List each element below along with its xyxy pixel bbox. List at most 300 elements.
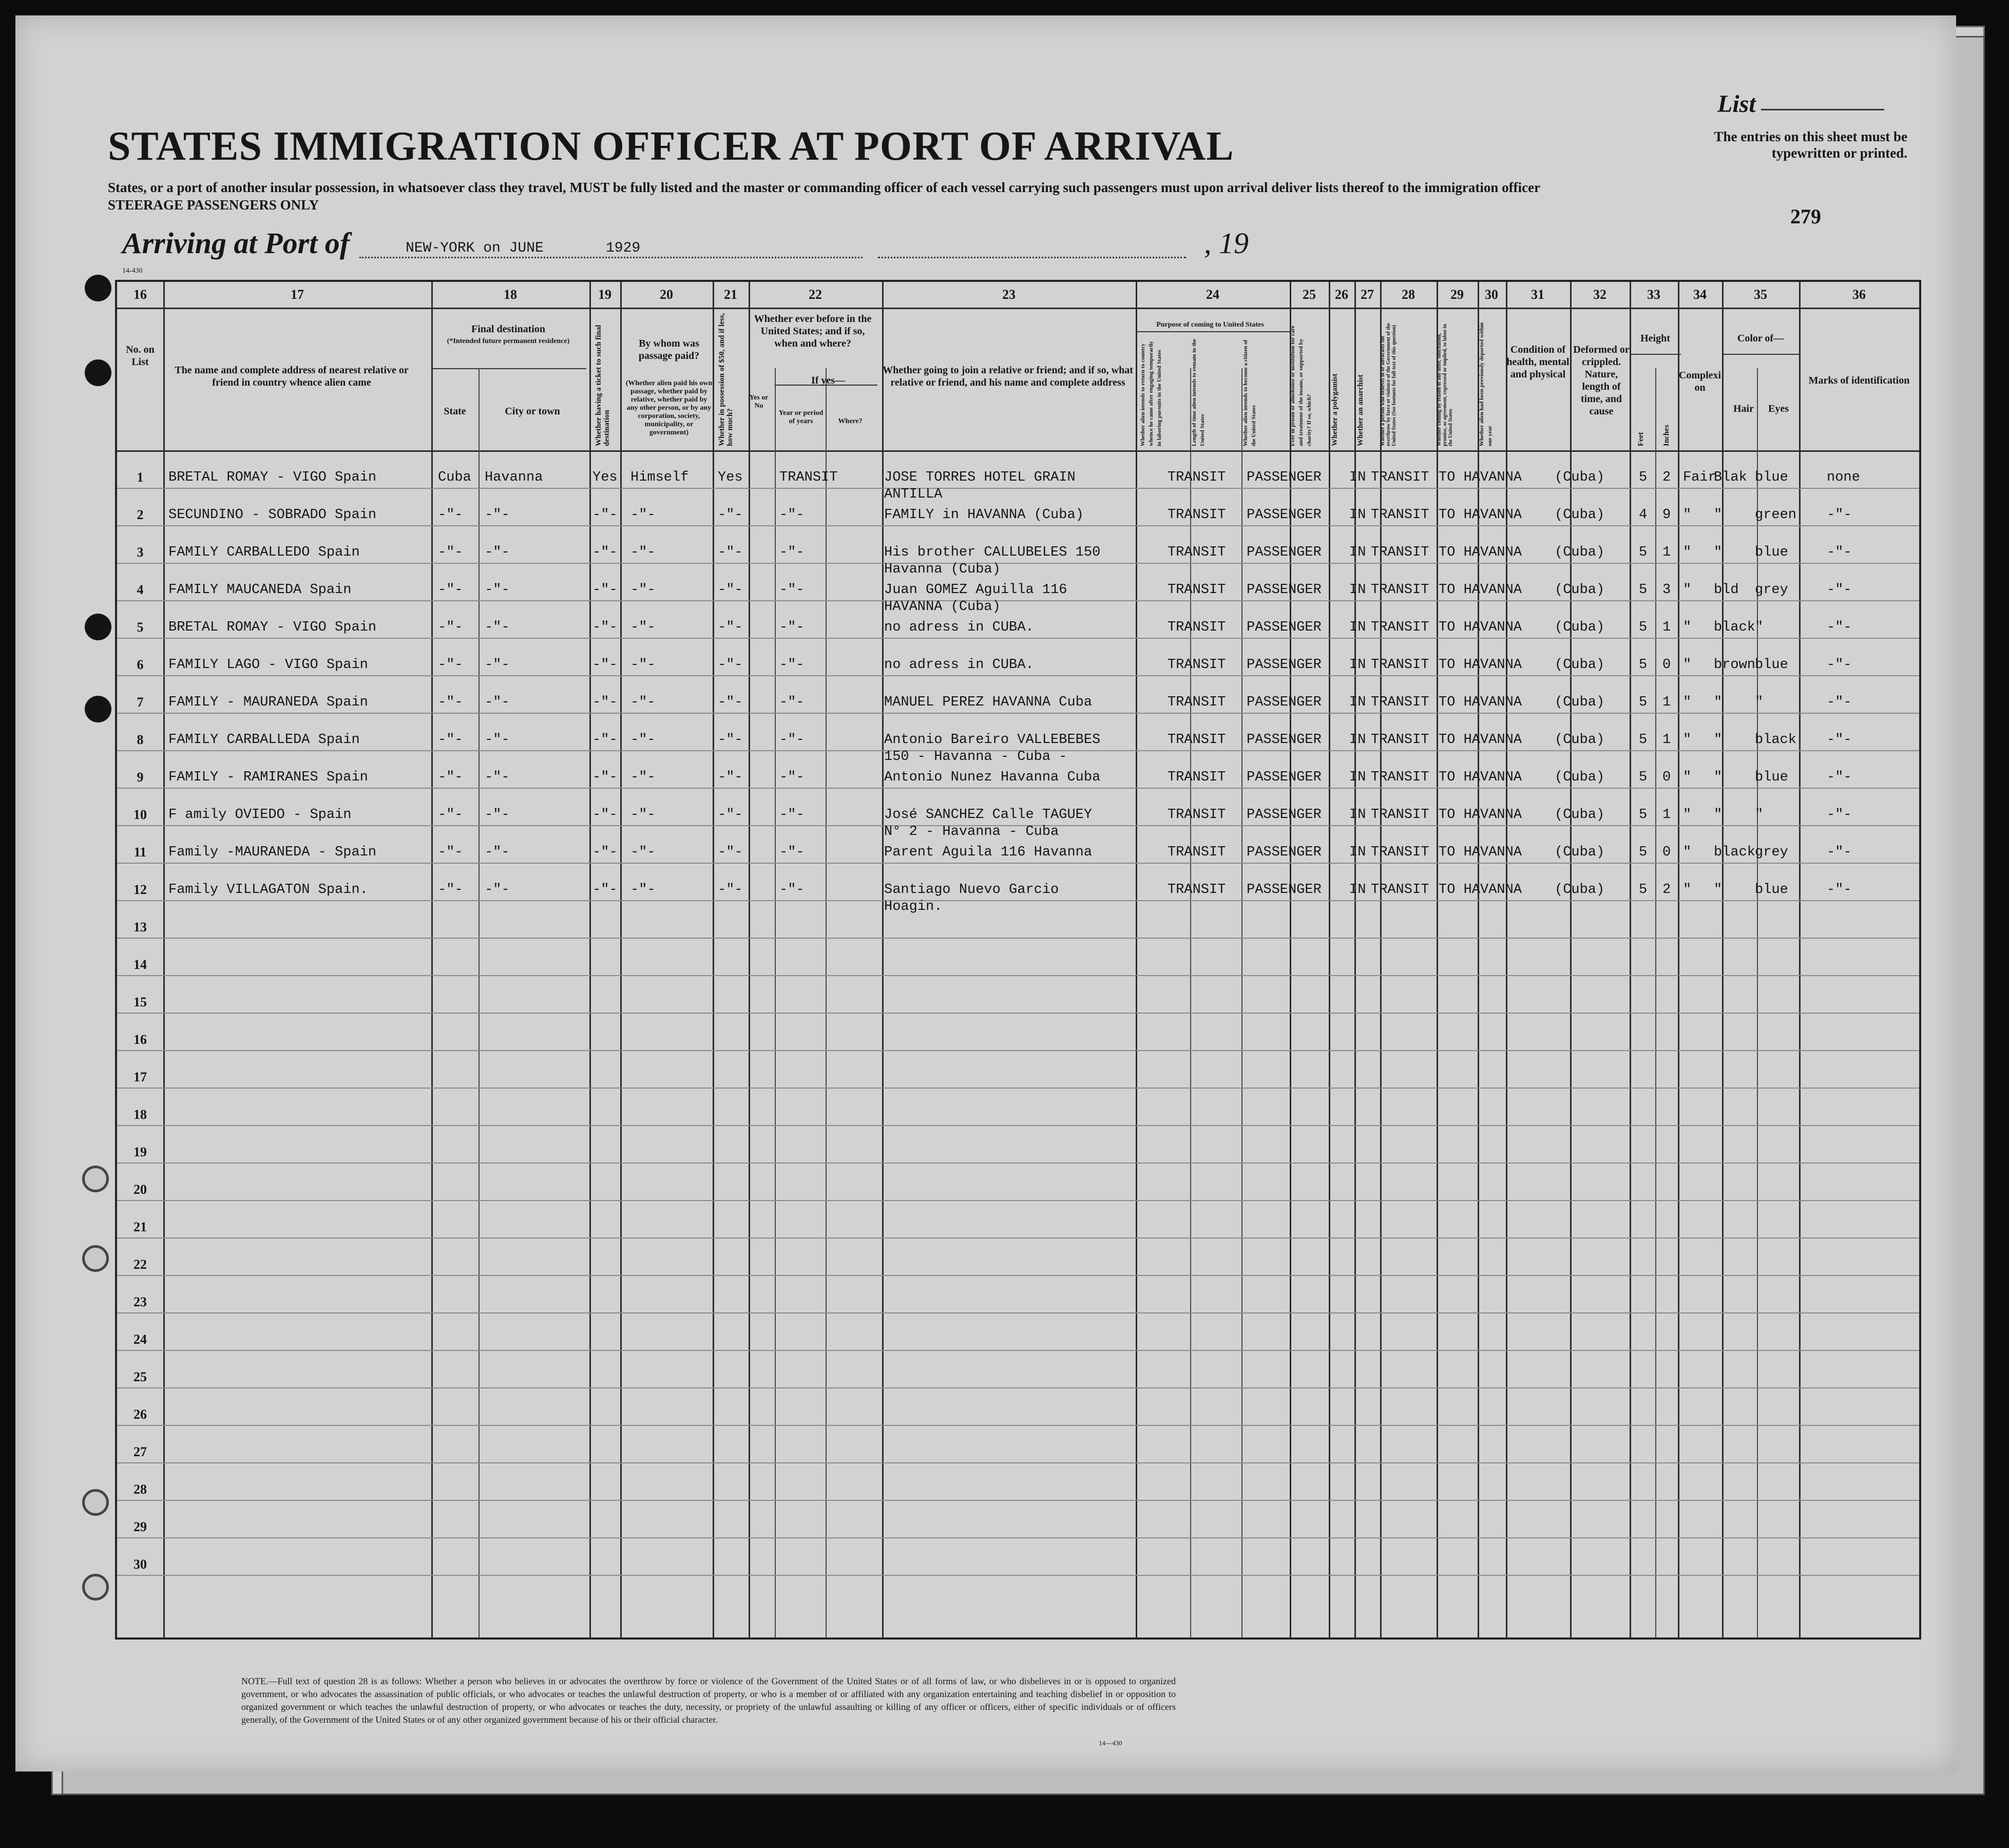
purpose-cell: TRANSIT <box>1168 882 1226 898</box>
join-cell: JOSE TORRES HOTEL GRAIN <box>884 470 1076 485</box>
row-number: 2 <box>137 507 144 522</box>
row-number: 7 <box>137 695 144 710</box>
eyes-cell: grey <box>1755 582 1788 598</box>
col-19-header: Whether having a ticket to such final destination <box>595 325 611 446</box>
join-cell: José SANCHEZ Calle TAGUEY <box>884 807 1093 823</box>
binder-hole <box>82 1245 109 1272</box>
marks-cell: -"- <box>1827 807 1852 823</box>
transit-cell: (Cuba) <box>1555 470 1605 485</box>
sheet-number: 279 <box>1790 205 1821 228</box>
paid-cell: -"- <box>630 695 656 710</box>
column-rule <box>589 282 591 1637</box>
col-24b-header: Length of time alien intends to remain in the United States <box>1191 339 1206 446</box>
row-rule <box>117 1350 1919 1351</box>
purpose-cell: PASSENGER <box>1247 507 1322 523</box>
complexion-cell: " <box>1683 657 1692 673</box>
city-cell: -"- <box>485 507 510 523</box>
ticket-cell: -"- <box>592 582 618 598</box>
col-33-feet: Feet <box>1637 432 1645 446</box>
row-rule <box>117 638 1919 639</box>
passenger-class: STEERAGE PASSENGERS ONLY <box>108 197 319 213</box>
column-number: 21 <box>724 287 737 302</box>
purpose-cell: TRANSIT <box>1168 770 1226 785</box>
before-cell: -"- <box>779 507 805 523</box>
row-rule <box>117 1237 1919 1239</box>
col-23-header: Whether going to join a relative or friend; and if so, what relative or friend, and his name and complete address <box>883 365 1133 388</box>
col-33-header: Height <box>1640 333 1670 344</box>
binder-hole <box>85 359 111 386</box>
transit-cell: TRANSIT <box>1371 845 1429 860</box>
column-number: 22 <box>809 287 822 302</box>
col-24a-header: Whether alien intends to return to country whence he came after engaging temporarily in laboring pursuits in the United States <box>1140 341 1162 446</box>
column-rule <box>1241 368 1242 1637</box>
feet-cell: 5 <box>1639 770 1648 785</box>
transit-cell: TO HAVANNA <box>1439 770 1522 785</box>
col-22-ifyes: If yes— <box>811 375 846 386</box>
eyes-cell: black <box>1755 732 1797 748</box>
eyes-cell: blue <box>1755 770 1788 785</box>
marks-cell: -"- <box>1827 657 1852 673</box>
header-subrule <box>431 368 586 369</box>
marks-cell: -"- <box>1827 582 1852 598</box>
transit-cell: TO HAVANNA <box>1439 545 1522 560</box>
column-number: 17 <box>291 287 304 302</box>
city-cell: -"- <box>485 807 510 823</box>
col-18-state: State <box>444 406 466 417</box>
list-line <box>1761 109 1884 110</box>
state-cell: -"- <box>438 545 463 560</box>
transit-cell: TO HAVANNA <box>1439 657 1522 673</box>
row-rule <box>117 563 1919 564</box>
row-number: 23 <box>133 1294 147 1309</box>
money-cell: -"- <box>718 507 743 523</box>
arriving-port: NEW-YORK on JUNE <box>406 240 544 256</box>
purpose-cell: TRANSIT <box>1168 695 1226 710</box>
column-number: 26 <box>1335 287 1348 302</box>
transit-cell: TRANSIT <box>1371 545 1429 560</box>
transit-cell: (Cuba) <box>1555 845 1605 860</box>
transit-cell: TRANSIT <box>1371 507 1429 523</box>
arriving-line <box>359 257 863 258</box>
row-number: 15 <box>133 995 147 1009</box>
purpose-cell: TRANSIT <box>1168 657 1226 673</box>
transit-cell: (Cuba) <box>1555 807 1605 823</box>
binder-hole <box>82 1489 109 1516</box>
hair-cell: " <box>1714 770 1723 785</box>
join-cell: HAVANNA (Cuba) <box>884 599 1001 615</box>
join-cell: Antonio Nunez Havanna Cuba <box>884 770 1101 785</box>
column-rule <box>1799 282 1801 1637</box>
join-cell: 150 - Havanna - Cuba - <box>884 749 1067 765</box>
feet-cell: 5 <box>1639 695 1648 710</box>
feet-cell: 5 <box>1639 470 1648 485</box>
purpose-cell: TRANSIT <box>1168 545 1226 560</box>
inches-cell: 9 <box>1662 507 1671 523</box>
row-number: 4 <box>137 582 144 597</box>
join-cell: ANTILLA <box>884 487 943 502</box>
transit-cell: IN <box>1349 470 1366 485</box>
money-cell: -"- <box>718 582 743 598</box>
row-rule <box>117 1312 1919 1313</box>
row-number: 26 <box>133 1407 147 1422</box>
col-36-header: Marks of identification <box>1808 375 1910 386</box>
inches-cell: 2 <box>1662 882 1671 898</box>
eyes-cell: blue <box>1755 657 1788 673</box>
before-cell: -"- <box>779 807 805 823</box>
column-rule <box>882 282 884 1637</box>
join-cell: Hoagin. <box>884 899 943 915</box>
transit-cell: IN <box>1349 882 1366 898</box>
binder-hole <box>82 1166 109 1192</box>
paid-cell: -"- <box>630 507 656 523</box>
transit-cell: IN <box>1349 582 1366 598</box>
col-16-header: No. on List <box>126 344 155 368</box>
hair-cell: black <box>1714 845 1756 860</box>
row-number: 17 <box>133 1070 147 1084</box>
column-number: 36 <box>1852 287 1866 302</box>
col-35-hair: Hair <box>1733 403 1754 414</box>
transit-cell: (Cuba) <box>1555 582 1605 598</box>
transit-cell: TRANSIT <box>1371 695 1429 710</box>
ticket-cell: -"- <box>592 882 618 898</box>
state-cell: -"- <box>438 507 463 523</box>
marks-cell: -"- <box>1827 695 1852 710</box>
form-number: 14-430 <box>122 267 143 275</box>
money-cell: -"- <box>718 545 743 560</box>
relative-cell: FAMILY LAGO - VIGO Spain <box>168 657 368 673</box>
city-cell: -"- <box>485 657 510 673</box>
col-18-header: Final destination <box>471 323 545 335</box>
row-rule <box>117 788 1919 789</box>
complexion-cell: " <box>1683 845 1692 860</box>
column-number: 19 <box>598 287 611 302</box>
transit-cell: TO HAVANNA <box>1439 845 1522 860</box>
binder-hole <box>85 614 111 640</box>
state-cell: -"- <box>438 582 463 598</box>
arriving-line <box>878 257 1186 258</box>
transit-cell: TO HAVANNA <box>1439 695 1522 710</box>
purpose-cell: PASSENGER <box>1247 657 1322 673</box>
money-cell: -"- <box>718 770 743 785</box>
column-number: 32 <box>1593 287 1606 302</box>
transit-cell: IN <box>1349 695 1366 710</box>
column-rule <box>1290 282 1291 1637</box>
money-cell: -"- <box>718 807 743 823</box>
col-35-eyes: Eyes <box>1768 403 1789 414</box>
marks-cell: -"- <box>1827 620 1852 635</box>
eyes-cell: " <box>1755 807 1764 823</box>
feet-cell: 4 <box>1639 507 1648 523</box>
column-number: 24 <box>1206 287 1219 302</box>
paid-cell: -"- <box>630 620 656 635</box>
row-number: 22 <box>133 1257 147 1272</box>
column-rule <box>1136 282 1137 1637</box>
transit-cell: IN <box>1349 620 1366 635</box>
hair-cell: black <box>1714 620 1756 635</box>
before-cell: -"- <box>779 732 805 748</box>
before-cell: -"- <box>779 620 805 635</box>
column-number: 31 <box>1531 287 1544 302</box>
relative-cell: SECUNDINO - SOBRADO Spain <box>168 507 377 523</box>
row-number: 13 <box>133 920 147 935</box>
row-number: 20 <box>133 1182 147 1197</box>
purpose-cell: PASSENGER <box>1247 695 1322 710</box>
row-number: 24 <box>133 1332 147 1347</box>
ticket-cell: -"- <box>592 545 618 560</box>
inches-cell: 1 <box>1662 695 1671 710</box>
transit-cell: (Cuba) <box>1555 770 1605 785</box>
row-rule <box>117 1575 1919 1576</box>
col-24-header: Purpose of coming to United States <box>1156 321 1264 329</box>
row-number: 9 <box>137 770 144 785</box>
purpose-cell: PASSENGER <box>1247 582 1322 598</box>
state-cell: -"- <box>438 807 463 823</box>
col-22-where: Where? <box>838 417 863 425</box>
header-subrule <box>1630 354 1681 355</box>
state-cell: -"- <box>438 882 463 898</box>
column-number: 18 <box>504 287 517 302</box>
join-cell: N° 2 - Havanna - Cuba <box>884 824 1059 840</box>
row-number: 29 <box>133 1519 147 1534</box>
complexion-cell: " <box>1683 620 1692 635</box>
hair-cell: " <box>1714 507 1723 523</box>
column-rule <box>1570 282 1572 1637</box>
col-26-header: Whether a polygamist <box>1331 373 1339 446</box>
transit-cell: TRANSIT <box>1371 470 1429 485</box>
join-cell: FAMILY in HAVANNA (Cuba) <box>884 507 1084 523</box>
hair-cell: Blak <box>1714 470 1747 485</box>
row-rule <box>117 863 1919 864</box>
relative-cell: BRETAL ROMAY - VIGO Spain <box>168 620 377 635</box>
purpose-cell: TRANSIT <box>1168 507 1226 523</box>
footnote: NOTE.—Full text of question 28 is as follows: Whether a person who believes in or advocates the overthrow by force or violence of the Government of the United States or of all forms of law, or who disbelieves in or is opposed to organized government, or who advocates the assassination of public officials, or who advocates or teaches the unlawful destruction of property, or who is a member of or affiliated with any organization entertaining and teaching disbelief in or opposition to organized government or which teaches the unlawful destruction of property, or who advocates or teaches the duty, necessity, or propriety of the unlawful assaulting or killing of any officer or officers, either of specific individuals or of officers generally, of the Government of the United States or of any other organized government because of his or their official character. <box>241 1676 1176 1725</box>
transit-cell: TRANSIT <box>1371 807 1429 823</box>
column-rule <box>1655 368 1656 1637</box>
purpose-cell: TRANSIT <box>1168 620 1226 635</box>
header-subrule <box>775 385 877 386</box>
transit-cell: TRANSIT <box>1371 582 1429 598</box>
complexion-cell: " <box>1683 770 1692 785</box>
inches-cell: 1 <box>1662 620 1671 635</box>
purpose-cell: TRANSIT <box>1168 582 1226 598</box>
transit-cell: IN <box>1349 507 1366 523</box>
manifest-table <box>115 280 1921 1640</box>
ticket-cell: -"- <box>592 695 618 710</box>
col-22-year: Year or period of years <box>778 409 824 425</box>
state-cell: -"- <box>438 770 463 785</box>
city-cell: -"- <box>485 582 510 598</box>
column-rule <box>479 368 480 1637</box>
transit-cell: (Cuba) <box>1555 695 1605 710</box>
hair-cell: " <box>1714 732 1723 748</box>
column-rule <box>713 282 714 1637</box>
purpose-cell: PASSENGER <box>1247 882 1322 898</box>
money-cell: -"- <box>718 695 743 710</box>
header-rule <box>117 450 1919 452</box>
state-cell: -"- <box>438 732 463 748</box>
relative-cell: F amily OVIEDO - Spain <box>168 807 352 823</box>
marks-cell: none <box>1827 470 1860 485</box>
col-34-header: Complexion <box>1678 370 1721 393</box>
purpose-cell: PASSENGER <box>1247 770 1322 785</box>
transit-cell: IN <box>1349 845 1366 860</box>
ticket-cell: -"- <box>592 732 618 748</box>
transit-cell: TO HAVANNA <box>1439 807 1522 823</box>
join-cell: Parent Aguila 116 Havanna <box>884 845 1093 860</box>
col-20-header: By whom was passage paid? <box>638 338 700 361</box>
marks-cell: -"- <box>1827 732 1852 748</box>
before-cell: -"- <box>779 695 805 710</box>
ticket-cell: -"- <box>592 507 618 523</box>
header-rule <box>117 308 1919 309</box>
city-cell: -"- <box>485 770 510 785</box>
ticket-cell: -"- <box>592 657 618 673</box>
col-35-header: Color of— <box>1737 333 1784 344</box>
purpose-cell: PASSENGER <box>1247 470 1322 485</box>
col-18-city: City or town <box>505 406 560 417</box>
header-subrule <box>1136 331 1290 332</box>
purpose-cell: PASSENGER <box>1247 545 1322 560</box>
binder-hole <box>85 696 111 722</box>
row-number: 14 <box>133 957 147 972</box>
transit-cell: TRANSIT <box>1371 657 1429 673</box>
relative-cell: FAMILY MAUCANEDA Spain <box>168 582 352 598</box>
row-rule <box>117 975 1919 976</box>
paid-cell: -"- <box>630 770 656 785</box>
feet-cell: 5 <box>1639 657 1648 673</box>
join-cell: no adress in CUBA. <box>884 620 1034 635</box>
money-cell: -"- <box>718 882 743 898</box>
money-cell: Yes <box>718 470 743 485</box>
state-cell: -"- <box>438 620 463 635</box>
before-cell: -"- <box>779 657 805 673</box>
inches-cell: 0 <box>1662 770 1671 785</box>
row-number: 12 <box>133 882 147 897</box>
city-cell: -"- <box>485 620 510 635</box>
complexion-cell: Fair <box>1683 470 1716 485</box>
transit-cell: (Cuba) <box>1555 545 1605 560</box>
eyes-cell: " <box>1755 620 1764 635</box>
col-21-header: Whether in possession of $50, and if less, how much? <box>718 313 734 446</box>
hair-cell: " <box>1714 882 1723 898</box>
city-cell: -"- <box>485 695 510 710</box>
complexion-cell: " <box>1683 507 1692 523</box>
city-cell: -"- <box>485 845 510 860</box>
money-cell: -"- <box>718 620 743 635</box>
relative-cell: FAMILY - RAMIRANES Spain <box>168 770 368 785</box>
transit-cell: IN <box>1349 545 1366 560</box>
page-title: STATES IMMIGRATION OFFICER AT PORT OF ARRIVAL <box>108 124 1234 169</box>
state-cell: -"- <box>438 695 463 710</box>
column-rule <box>1354 282 1356 1637</box>
before-cell: -"- <box>779 545 805 560</box>
city-cell: -"- <box>485 545 510 560</box>
transit-cell: (Cuba) <box>1555 657 1605 673</box>
row-number: 28 <box>133 1482 147 1497</box>
column-number: 16 <box>133 287 147 302</box>
transit-cell: IN <box>1349 657 1366 673</box>
complexion-cell: " <box>1683 732 1692 748</box>
feet-cell: 5 <box>1639 545 1648 560</box>
transit-cell: TO HAVANNA <box>1439 882 1522 898</box>
transit-cell: TO HAVANNA <box>1439 470 1522 485</box>
transit-cell: TRANSIT <box>1371 882 1429 898</box>
feet-cell: 5 <box>1639 807 1648 823</box>
column-rule <box>1678 282 1679 1637</box>
feet-cell: 5 <box>1639 732 1648 748</box>
join-cell: Antonio Bareiro VALLEBEBES <box>884 732 1101 748</box>
col-22-yesno: Yes or No <box>749 394 769 410</box>
row-number: 19 <box>133 1145 147 1159</box>
purpose-cell: PASSENGER <box>1247 807 1322 823</box>
list-label: List <box>1717 90 1756 118</box>
transit-cell: TRANSIT <box>1371 770 1429 785</box>
complexion-cell: " <box>1683 882 1692 898</box>
money-cell: -"- <box>718 845 743 860</box>
column-rule <box>620 282 622 1637</box>
col-24c-header: Whether alien intends to become a citizen of the United States <box>1242 339 1257 446</box>
transit-cell: TO HAVANNA <box>1439 582 1522 598</box>
column-number: 33 <box>1647 287 1660 302</box>
column-rule <box>1329 282 1330 1637</box>
row-rule <box>117 1088 1919 1089</box>
arriving-year: 1929 <box>606 240 641 256</box>
row-rule <box>117 713 1919 714</box>
inches-cell: 3 <box>1662 582 1671 598</box>
row-number: 10 <box>133 807 147 822</box>
join-cell: Juan GOMEZ Aguilla 116 <box>884 582 1067 598</box>
complexion-cell: " <box>1683 545 1692 560</box>
column-number: 34 <box>1693 287 1707 302</box>
column-number: 35 <box>1754 287 1767 302</box>
city-cell: -"- <box>485 732 510 748</box>
hair-cell: bld <box>1714 582 1739 598</box>
transit-cell: IN <box>1349 807 1366 823</box>
before-cell: TRANSIT <box>779 470 838 485</box>
column-rule <box>1722 282 1724 1637</box>
column-rule <box>1437 282 1438 1637</box>
col-28-header: Whether a person who believes in or advocates the overthrow by force or violence of the Government of the United States (See footnote for full text of this question) <box>1380 323 1397 446</box>
col-27-header: Whether an anarchist <box>1356 374 1365 446</box>
eyes-cell: " <box>1755 695 1764 710</box>
column-rule <box>749 282 750 1637</box>
hair-cell: " <box>1714 545 1723 560</box>
before-cell: -"- <box>779 882 805 898</box>
marks-cell: -"- <box>1827 507 1852 523</box>
state-cell: -"- <box>438 845 463 860</box>
column-number: 23 <box>1002 287 1016 302</box>
feet-cell: 5 <box>1639 845 1648 860</box>
purpose-cell: TRANSIT <box>1168 732 1226 748</box>
row-rule <box>117 938 1919 939</box>
transit-cell: TO HAVANNA <box>1439 620 1522 635</box>
join-cell: no adress in CUBA. <box>884 657 1034 673</box>
money-cell: -"- <box>718 732 743 748</box>
column-rule <box>1478 282 1479 1637</box>
row-number: 1 <box>137 470 144 485</box>
row-rule <box>117 1500 1919 1501</box>
binder-hole <box>85 275 111 301</box>
row-number: 27 <box>133 1444 147 1459</box>
state-cell: -"- <box>438 657 463 673</box>
paid-cell: -"- <box>630 545 656 560</box>
eyes-cell: grey <box>1755 845 1788 860</box>
column-rule <box>163 282 165 1637</box>
transit-cell: TRANSIT <box>1371 620 1429 635</box>
col-20-note: (Whether alien paid his own passage, whether paid by relative, whether paid by any other person, or by any corporation, society, municipality, or government) <box>625 379 713 436</box>
city-cell: -"- <box>485 882 510 898</box>
ticket-cell: -"- <box>592 807 618 823</box>
